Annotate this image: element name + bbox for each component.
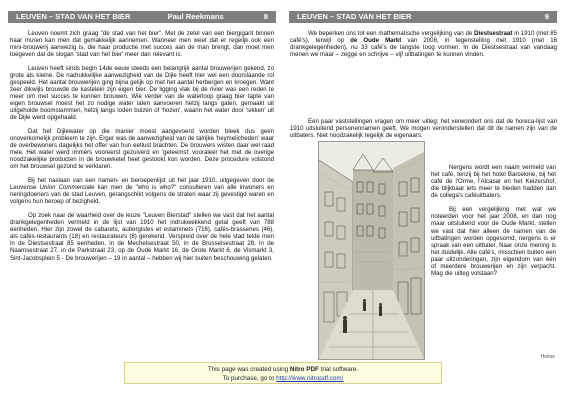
right-header-title: LEUVEN – STAD VAN HET BIER xyxy=(297,12,412,21)
left-p4-italic: Union Commerciale xyxy=(39,184,95,192)
right-paragraph-1 xyxy=(290,30,557,58)
right-paragraph-2: Een paar vaststellingen vragen om meer uitleg: het verwondert ons dat de horeca-lijst van 1910 uitsluitend personennamen geeft. We mogen veronderstellen dat dit de namen zijn van de uitbaters. Niet noodzakelijk tegelijk de eigenaars. xyxy=(290,118,557,140)
left-page-header xyxy=(8,11,276,23)
left-page-body xyxy=(10,30,274,268)
nitro-product-name: Nitro PDF xyxy=(289,366,319,373)
nitro-line-1 xyxy=(125,365,441,374)
nitro-purchase-link[interactable]: http://www.nitropdf.com/ xyxy=(276,375,344,382)
right-header-page-number: 9 xyxy=(544,12,549,21)
illustration-credit: Hoëse xyxy=(540,354,555,360)
left-paragraph-1: Leuven noemt zich graag "de stad van het bier". Met de zetel van een biergigant binnen haar muren kan men dat gemakkelijk aannemen. Wanneer men weet dat er regelijk ook een mini-brouwerij aanwezig is, die haar productie met succes aan de man brengt, dan moet men toegeven dat de slogan 'stad van het bier' meer dan relevant is. xyxy=(10,30,274,59)
left-header-title: LEUVEN – STAD VAN HET BIER xyxy=(16,12,131,21)
left-paragraph-3: Dat het Dijlewater op die manier moest aangevoerd worden bleek dus geen onoverkomelijk probleem te zijn. Erger was de aanwezigheid van de talrijke 'heymelicheden' waar de overbewoners dagelijks het offer van hun eetlust brachten. De brouwers wisten daar wel raad mee. Het water werd immers vooreerst gezuiverd en 'geteemst' vooraleer het met de overige noodzakelijke producten in de brouwketel heet gestookt kon worden. Deze procedure volstond om het brouwsel gezond te verklaren. xyxy=(10,128,275,171)
right-page-body-side xyxy=(431,164,556,284)
nitro-text-c: trial software. xyxy=(318,366,359,373)
right-page xyxy=(283,0,566,400)
nitro-line-2 xyxy=(125,374,441,383)
right-p1-text-d: van 2008, in tegenstelling met 1910 (met 16 drankgelegenheden), nu 33 café's de langste toog vormen. In de Diestsestraat van vandaag menen we maar – zegge en schrijve – vijf uitbatingen te kunnen vinden. xyxy=(290,37,557,59)
right-p1-bold-market: de Oude Markt xyxy=(350,37,402,45)
left-paragraph-5: Op zoek naar de waarheid over de leuze "Leuven Bierstad" stellen we vast dat het aantal drankgelegenheden vermeld in de lijst van 1910 het indrukwekkend getal geeft van 788 eenheden. Hier zijn zowel de cabarets, aubergistes et estaminets (716), cafés-brasseries (46), als cafés-restaurants (18) en restaurateurs (8) gerekend. Verspreid over de hele stad telde men in de Diestsestraat 85 eenheden, in de Mechelsestraat 50, in de Brusselsestraat 28, in de Naamsestraat 27, in de Parkstraat 23, op de Oude Markt 16, de Grote Markt 6, de Vismarkt 3, Sint-Jacobsplein 5 - De brouwerijen – 19 in aantal – hebben wij hier buiten beschouwing gelaten. xyxy=(10,212,274,262)
left-header-page-number: 8 xyxy=(263,12,268,21)
right-page-body-top xyxy=(290,30,557,65)
left-paragraph-2: Leuven heeft sinds begin 14de eeuw steeds een belangrijk aantal brouwerijen gekend, zo grote als kleine. De nadrukkelijke aanwezigheid van de Dijle heeft hier wel een doorslaande rol gespeeld. Het aantal brouwerijen ging bijna gelijk op met het aantal herbergen en kroegen. Want zeer dikwijls brouwde de kastelein zijn eigen bier. De ligging vlak bij de rivier was een reden te meer om met succes te kunnen brouwen. Wie verder van de waterloop graag bier tapte van eigen brouwsel moest het zo nodige water laten aanvoeren hetzij langs gaten, gemaakt uit uitgeholde boomstammen, hetzij langs loden buizen of 'hozen', waarin het water door 'sikken' uit de Dijle werd opgehaald. xyxy=(10,64,274,122)
right-p1-text-c: in 1910 (met 85 café's), terwijl op xyxy=(290,30,557,45)
right-p1-text-a: We beperken ons tot een mathematische vergelijking van de xyxy=(308,30,475,37)
right-paragraph-3: Nergens wordt een naam vermeld van het café, tenzij bij het hotel Barcelone, bij het café de l'Orme, l'Alcasar en het Keizershof, die blijkbaar iets meer te bieden hadden dan de collega's caféuitbaters. xyxy=(431,164,556,200)
left-paragraph-4 xyxy=(10,177,274,205)
right-paragraph-4: Bij een vergelijking met wat we noteerden voor het jaar 2008, en dan nog maar uitsluitend voor de Oude Markt, stellen we vast dat hier alleen de namen van de uitbatingen worden opgesomd, nergens is er spraak van een uitbater. Naar onze mening is het duidelijk. Alle café's, misschien buiten een paar uitzonderingen, zijn eigendom van één of meerdere brouwerijen en zijn verpacht. Mag die uitleg volstaan? xyxy=(431,206,556,278)
right-p1-bold-street: Diestsestraat xyxy=(474,30,513,37)
left-p4-text-a: Bij het naslaan van een namen- en beroepenlijst uit het jaar 1910, uitgegeven door de Leuvense xyxy=(10,177,274,192)
left-p4-text-b: kan men de "who is who?" consulteren van alle inwoners en neringdoeners van de stad Leuven, gerangschikt volgens de straten waar zij gevestigd waren en volgens hun beroep of bezigheid. xyxy=(10,184,275,206)
nitro-text-a: This page was created using xyxy=(207,366,290,373)
historical-street-engraving xyxy=(318,141,425,360)
left-header-author: Paul Reekmans xyxy=(167,12,224,21)
nitro-purchase-text: To purchase, go to xyxy=(222,375,277,382)
right-page-header xyxy=(289,11,557,23)
nitro-trial-banner xyxy=(124,362,442,384)
